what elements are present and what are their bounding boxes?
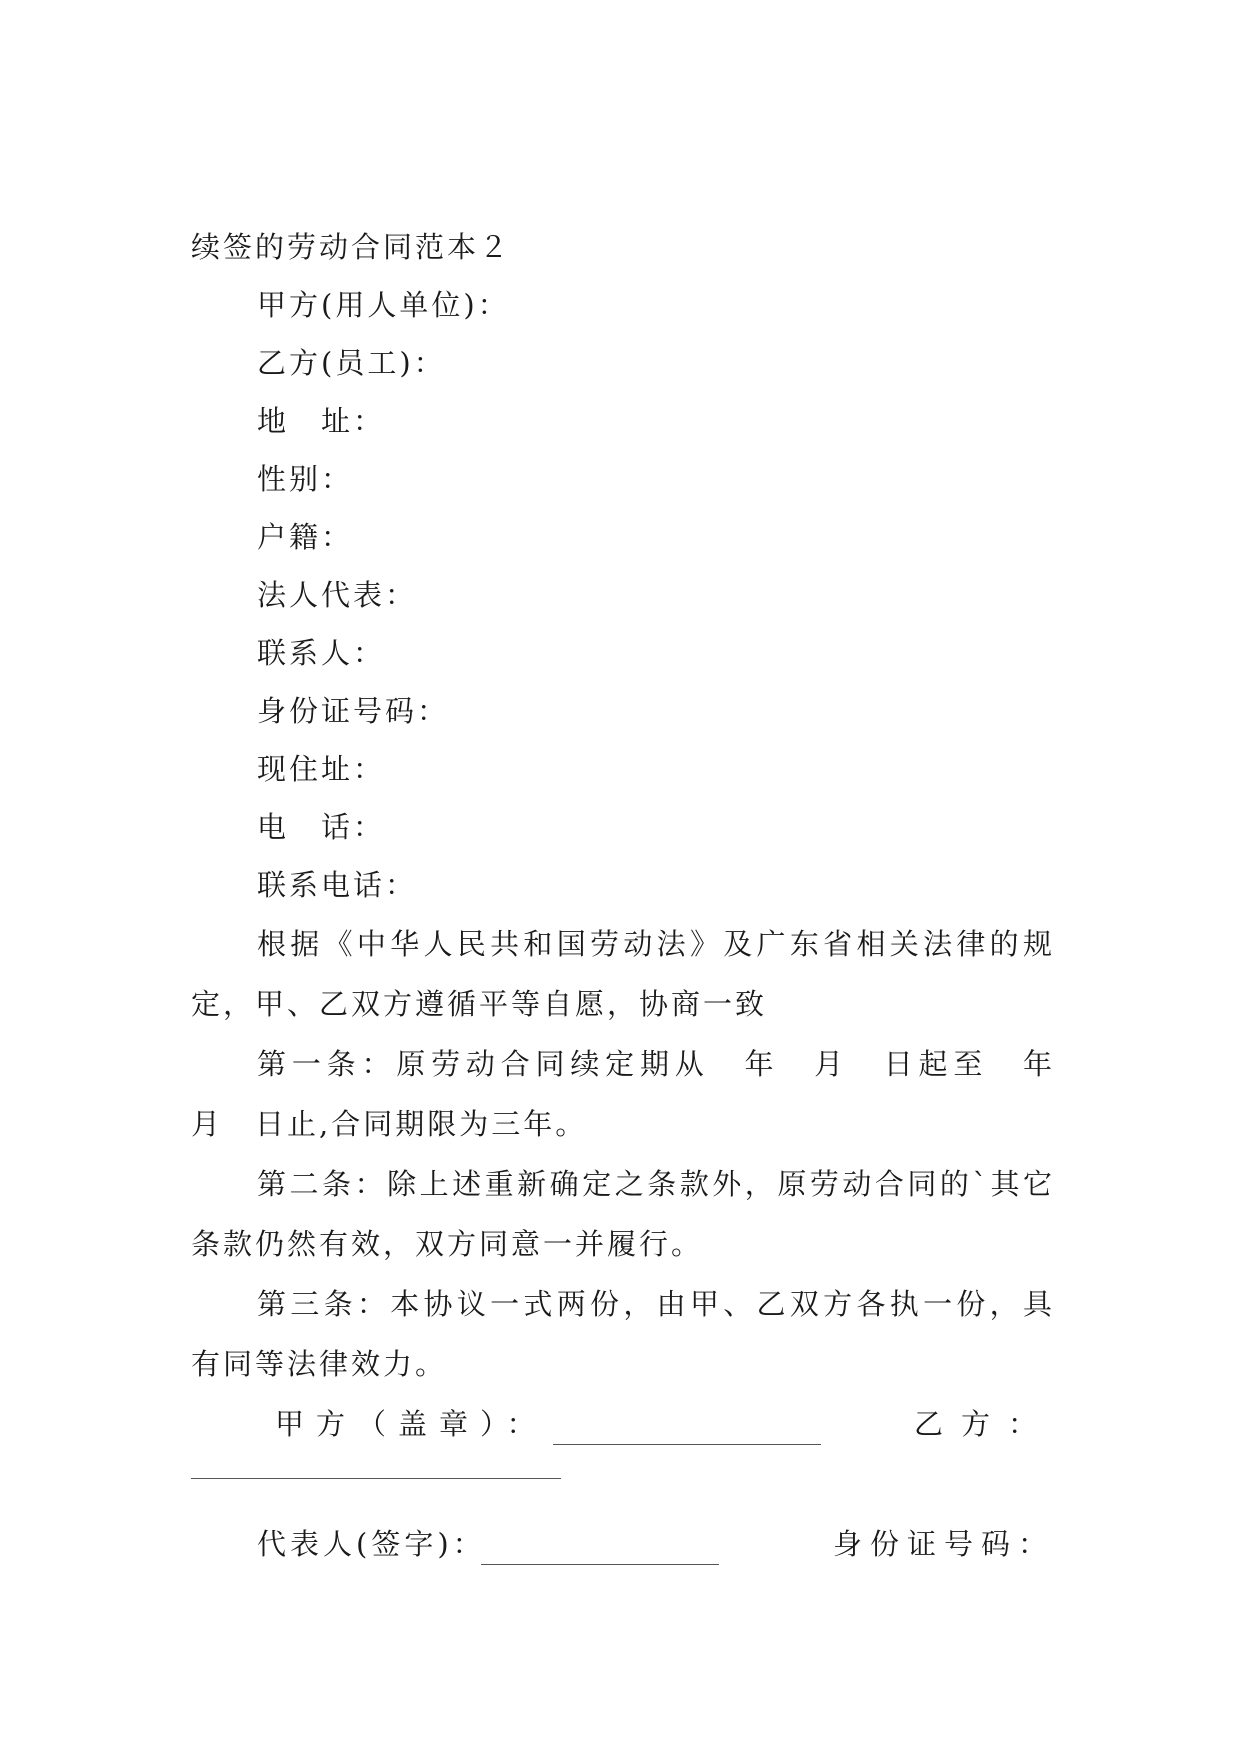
paragraph-article-1: 第一条：原劳动合同续定期从 年 月 日起至 年 月 日止,合同期限为三年。	[191, 1047, 1088, 1141]
party-a-seal-line	[553, 1404, 821, 1445]
paragraph-article-3: 第三条：本协议一式两份，由甲、乙双方各执一份，具有同等法律效力。	[191, 1287, 1055, 1381]
field-contact-person: 联系人：	[257, 636, 386, 670]
signature-row-continuation	[191, 1454, 1055, 1514]
representative-sign-line	[481, 1524, 719, 1565]
paragraph-article-2: 第二条：除上述重新确定之条款外，原劳动合同的`其它条款仍然有效，双方同意一并履行。	[191, 1167, 1055, 1261]
field-legal-representative: 法人代表：	[257, 578, 418, 612]
field-current-address: 现住址：	[257, 752, 386, 786]
signature-row-parties	[191, 1394, 1055, 1454]
field-household: 户籍：	[257, 520, 354, 554]
id-number-label: 身份证号码：	[832, 1527, 1055, 1561]
party-a-seal-label: 甲方（盖章）：	[275, 1407, 548, 1441]
field-id-number: 身份证号码：	[257, 694, 450, 728]
party-info-list	[191, 276, 1055, 914]
document-body	[191, 218, 1088, 1574]
party-b-sign-line	[191, 1454, 561, 1479]
signature-row-representative	[191, 1514, 1055, 1574]
field-address: 地 址：	[257, 404, 386, 438]
paragraph-preamble: 根据《中华人民共和国劳动法》及广东省相关法律的规定，甲、乙双方遵循平等自愿，协商一致	[191, 927, 1055, 1021]
party-b-sign-label: 乙方：	[913, 1407, 1055, 1441]
field-gender: 性别：	[257, 462, 354, 496]
representative-label: 代表人(签字)：	[257, 1527, 486, 1561]
field-phone: 电 话：	[257, 810, 386, 844]
field-contact-phone: 联系电话：	[257, 868, 418, 902]
document-title: 续签的劳动合同范本２	[191, 230, 512, 264]
field-party-a: 甲方(用人单位)：	[257, 288, 510, 322]
field-party-b: 乙方(员工)：	[257, 346, 446, 380]
